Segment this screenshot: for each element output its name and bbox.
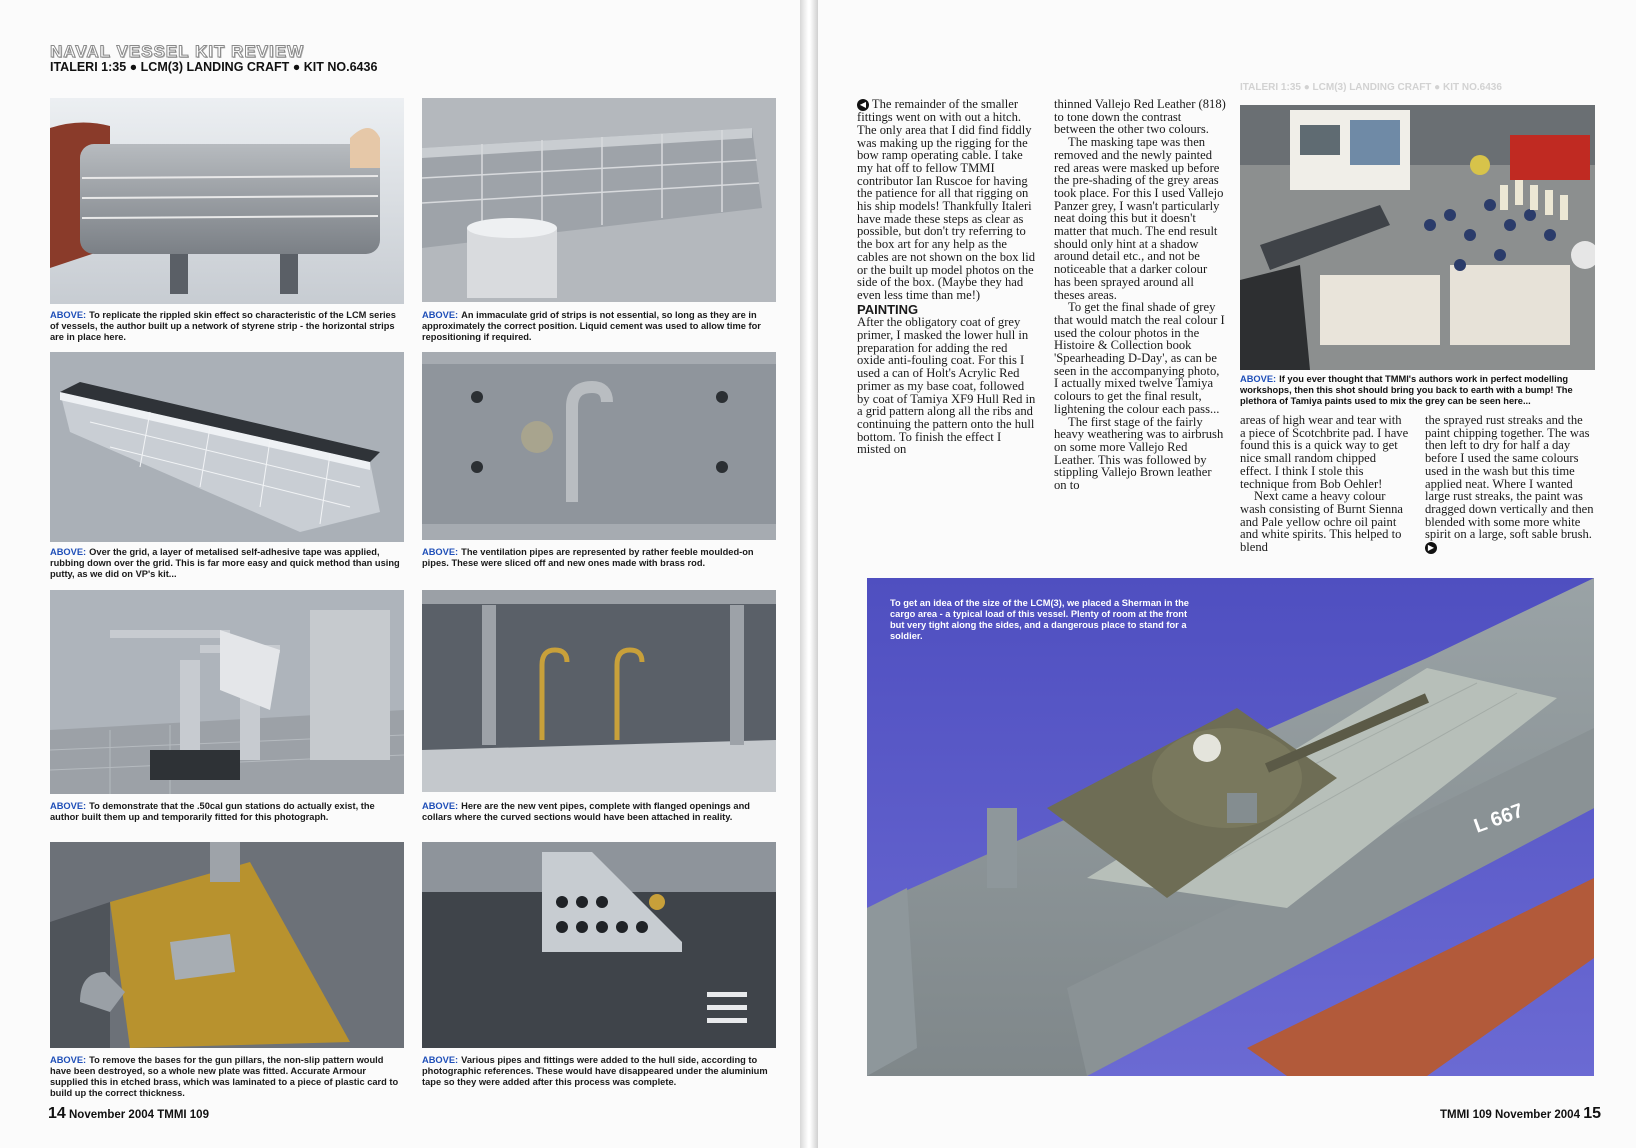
page-number-left: 14 xyxy=(48,1105,66,1122)
photo-brass-plate xyxy=(50,842,404,1048)
ghost-header: ITALERI 1:35 ● LCM(3) LANDING CRAFT ● KIT NO.6436 xyxy=(1240,82,1502,93)
caption-9: ABOVE: If you ever thought that TMMI's authors work in perfect modelling workshops, then this shot should bring you back to earth with a bump! The plethora of Tamiya paints used to mix the grey can be seen here... xyxy=(1240,374,1573,406)
caption-4: ABOVE: The ventilation pipes are represented by rather feeble moulded-on pipes. These were sliced off and new ones made with brass rod. xyxy=(422,547,754,568)
page-number-right: 15 xyxy=(1583,1105,1601,1122)
section-title: NAVAL VESSEL KIT REVIEW xyxy=(50,42,305,61)
photo-sherman-in-lcm xyxy=(867,578,1594,1076)
caption-3: ABOVE: Over the grid, a layer of metalised self-adhesive tape was applied, rubbing down over the grid. This is far more easy and quick method than using putty, as we did on VP's kit... xyxy=(50,547,400,579)
caption-8: ABOVE: Various pipes and fittings were added to the hull side, according to photographic references. These would have disappeared under the aluminium tape so they were added after this process was complete. xyxy=(422,1055,768,1087)
issue-info-left: November 2004 TMMI 109 xyxy=(69,1109,209,1121)
photo-hull-strips xyxy=(50,98,404,304)
photo-workbench xyxy=(1240,105,1595,370)
folio-left xyxy=(48,1105,209,1123)
caption-2: ABOVE: An immaculate grid of strips is not essential, so long as they are in approximately the correct position. Liquid cement was used to allow time for repositioning if required. xyxy=(422,310,761,342)
caption-big: To get an idea of the size of the LCM(3), we placed a Sherman in the cargo area - a typical load of this vessel. Plenty of room at the front but very tight along the sides, and a dangerous place to stand for a soldier. xyxy=(890,598,1189,641)
photo-ventilation-pipe xyxy=(422,352,776,540)
article-column-2: thinned Vallejo Red Leather (818) to tone down the contrast between the other two colours. The masking tape was then removed and the newly painted red areas were masked up before the pre-shading of the grey areas took place. For this I used Vallejo Panzer grey, I wasn't particularly neat doing this but it doesn't matter that much. The end result should only hint at a shadow around detail etc., and not be noticeable that a darker colour has been sprayed around all theses areas. To get the final shade of grey that would match the real colour I used the colour photos in the Histoire & Collection book 'Spearheading D-Day', as can be seen in the accompanying photo, I actually mixed twelve Tamiya colours to get the final result, lightening the colour each pass... The first stage of the fairly heavy weathering was to airbrush on some more Vallejo Red Leather. This was followed by stippling Vallejo Brown leather on to xyxy=(1054,97,1226,493)
caption-5: ABOVE: To demonstrate that the .50cal gun stations do actually exist, the author built them up and temporarily fitted for this photograph. xyxy=(50,801,375,822)
photo-new-vent-pipes xyxy=(422,590,776,792)
photo-hull-fittings xyxy=(422,842,776,1048)
caption-1: ABOVE: To replicate the rippled skin effect so characteristic of the LCM series of vessels, the author built up a network of styrene strip - the horizontal strips are in place here. xyxy=(50,310,396,342)
arrow-right-icon: ▶ xyxy=(1425,542,1437,554)
caption-7: ABOVE: To remove the bases for the gun pillars, the non-slip pattern would have been destroyed, so a whole new plate was fitted. Accurate Armour supplied this in etched brass, which was laminated to a piece of plastic card to build up the correct thickness. xyxy=(50,1055,399,1098)
article-column-4: the sprayed rust streaks and the paint chipping together. The was then left to dry for half a day before I used the same colours used in the wash but this time applied neat. Where I wanted large rust streaks, the paint was dragged down vertically and then blended with some more white spirit on a large, soft sable brush. ▶ xyxy=(1425,413,1594,553)
photo-gun-stations xyxy=(50,590,404,794)
caption-6: ABOVE: Here are the new vent pipes, complete with flanged openings and collars where the curved sections would have been attached in reality. xyxy=(422,801,750,822)
photo-metalised-tape xyxy=(50,352,404,542)
issue-info-right: TMMI 109 November 2004 xyxy=(1440,1109,1580,1121)
photo-grid-strips xyxy=(422,98,776,302)
article-column-1: ◀ The remainder of the smaller fittings went on with out a hitch. The only area that I did find fiddly was making up the rigging for the bow ramp operating cable. I take my hat off to fellow TMMI contributor Ian Ruscoe for having the patience for all that rigging on his ship models! Thankfully Italeri have made these steps as clear as possible, but don't try referring to the box art for any help as the cables are not shown on the box lid or the built up model photos on the side of the box. (Maybe they had even less time than me!) PAINTING After the obligatory coat of grey primer, I masked the lower hull in preparation for adding the red oxide anti-fouling coat. For this I used a can of Holt's Acrylic Red primer as my base coat, followed by coat of Tamiya XF9 Hull Red in a grid pattern along all the ribs and continuing the pattern onto the hull bottom. To finish the effect I misted on xyxy=(857,97,1036,457)
article-column-3: areas of high wear and tear with a piece of Scotchbrite pad. I have found this is a quick way to get nice small random chipped effect. I think I stole this technique from Bob Oehler! Next came a heavy colour wash consisting of Burnt Sienna and Pale yellow ochre oil paint and white spirits. This helped to blend xyxy=(1240,413,1409,555)
painting-heading: PAINTING xyxy=(857,301,919,317)
kit-subtitle: ITALERI 1:35 ● LCM(3) LANDING CRAFT ● KIT NO.6436 xyxy=(50,60,378,74)
folio-right xyxy=(1440,1105,1601,1123)
arrow-left-icon: ◀ xyxy=(857,99,869,111)
page-gutter xyxy=(800,0,818,1148)
svg-text:L 667: L 667 xyxy=(1471,799,1527,838)
